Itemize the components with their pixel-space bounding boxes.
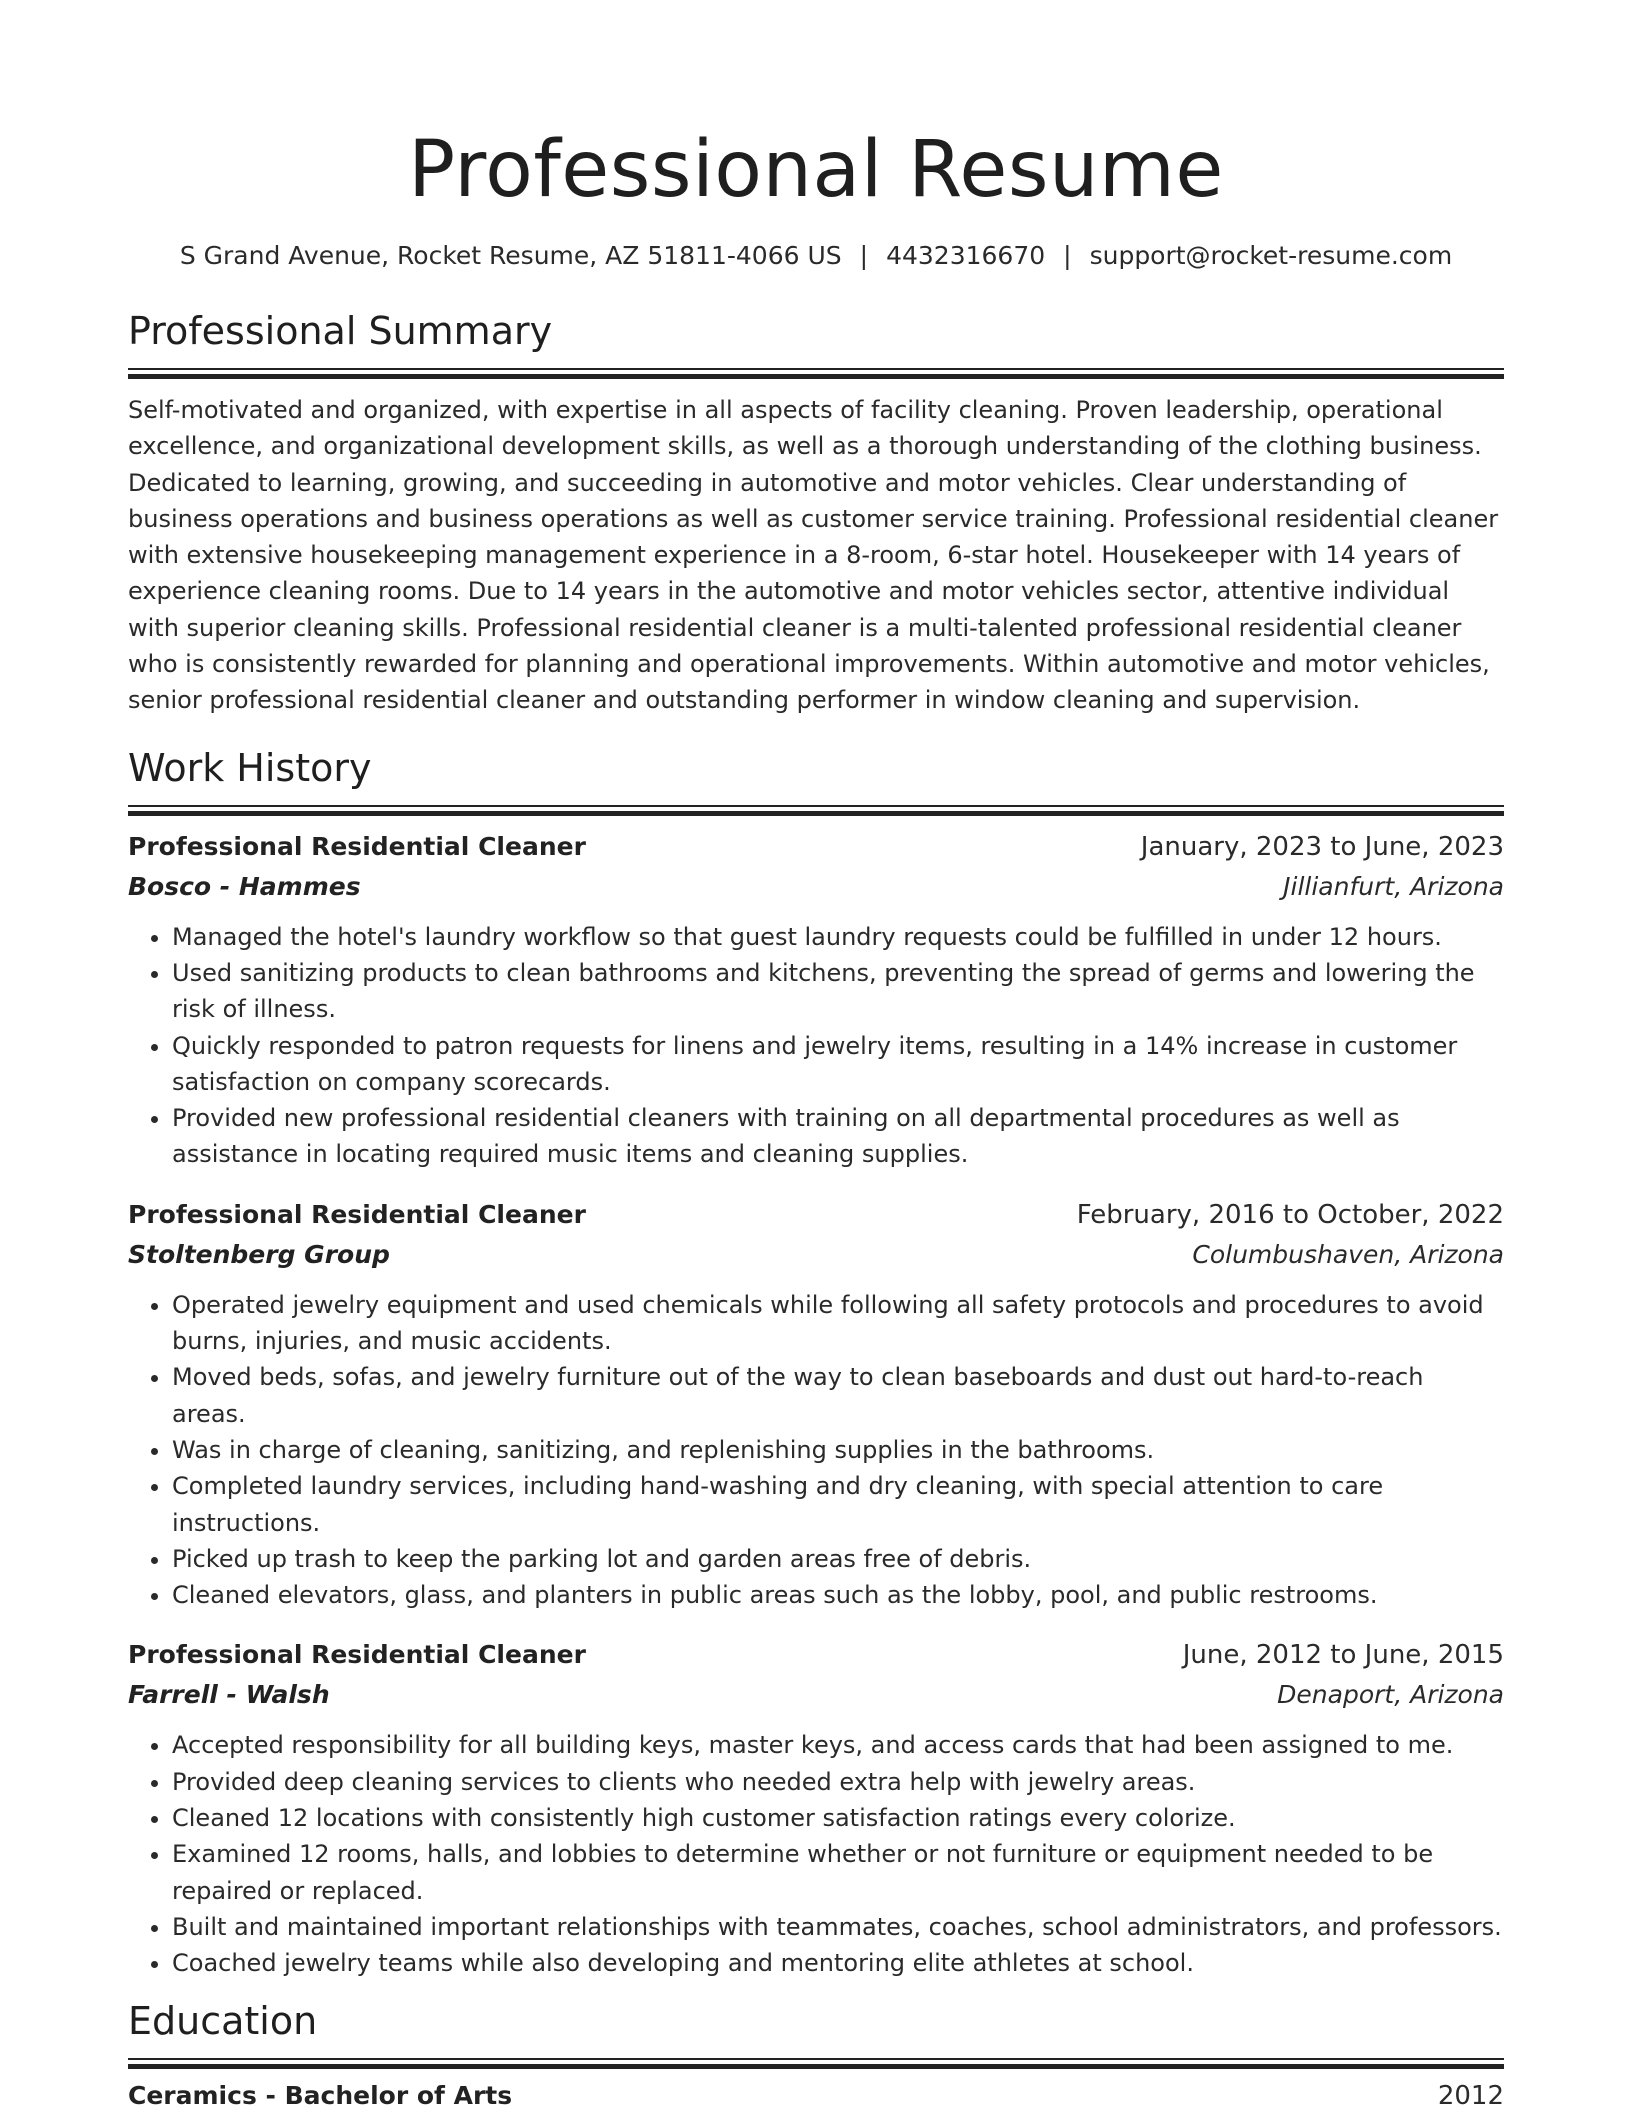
job-bullet: • Provided deep cleaning services to clients who needed extra help with jewelry areas. [172, 1764, 1504, 1800]
section-title-education: Education [128, 1998, 318, 2043]
job-bullet: • Cleaned 12 locations with consistently high customer satisfaction ratings every colorize. [172, 1800, 1504, 1836]
section-title-summary: Professional Summary [128, 309, 553, 353]
job-entry [128, 1195, 1504, 1614]
job-bullet: • Operated jewelry equipment and used chemicals while following all safety protocols and procedures to avoid burns, injuries, and music accidents. [172, 1287, 1504, 1360]
job-company: Bosco - Hammes [128, 871, 361, 901]
section-title-work-history: Work History [128, 745, 372, 790]
contact-email: support@rocket-resume.com [1089, 241, 1453, 270]
job-company-row [128, 1675, 1504, 1715]
job-title: Professional Residential Cleaner [128, 831, 586, 861]
summary-section [128, 306, 1504, 719]
job-header-row [128, 1195, 1504, 1235]
job-bullet: • Coached jewelry teams while also developing and mentoring elite athletes at school. [172, 1945, 1504, 1981]
job-bullet: • Provided new professional residential cleaners with training on all departmental procedures as well as assistance in locating required music items and cleaning supplies. [172, 1100, 1504, 1173]
section-divider [128, 2058, 1504, 2068]
job-bullet: • Was in charge of cleaning, sanitizing, and replenishing supplies in the bathrooms. [172, 1432, 1504, 1468]
job-bullet: • Cleaned elevators, glass, and planters in public areas such as the lobby, pool, and public restrooms. [172, 1577, 1504, 1613]
job-bullet: • Examined 12 rooms, halls, and lobbies to determine whether or not furniture or equipment needed to be repaired or replaced. [172, 1836, 1504, 1909]
job-dates: January, 2023 to June, 2023 [1140, 831, 1504, 862]
job-bullets [128, 919, 1504, 1173]
education-section [128, 1996, 1504, 2116]
contact-separator: | [859, 241, 869, 270]
summary-text: Self-motivated and organized, with expertise in all aspects of facility cleaning. Proven leadership, operational excellence, and organizational development skills, as well as a thorough understanding of the clothing business. Dedicated to learning, growing, and succeeding in automotive and motor vehicles. Clear understanding of business operations and business operations as well as customer service training. Professional residential cleaner with extensive housekeeping management experience in a 8-room, 6-star hotel. Housekeeper with 14 years of experience cleaning rooms. Due to 14 years in the automotive and motor vehicles sector, attentive individual with superior cleaning skills. Professional residential cleaner is a multi-talented professional residential cleaner who is consistently rewarded for planning and operational improvements. Within automotive and motor vehicles, senior professional residential cleaner and outstanding performer in window cleaning and supervision. [128, 396, 1499, 715]
resume-page [128, 0, 1504, 2116]
education-year: 2012 [1437, 2080, 1504, 2111]
job-bullet: • Picked up trash to keep the parking lot and garden areas free of debris. [172, 1541, 1504, 1577]
job-header-row [128, 827, 1504, 867]
resume-name: Professional Resume [408, 125, 1224, 215]
job-bullets [128, 1727, 1504, 1981]
contact-phone: 4432316670 [886, 241, 1046, 270]
job-title: Professional Residential Cleaner [128, 1199, 586, 1229]
work-history-section [128, 743, 1504, 1982]
job-bullet: • Quickly responded to patron requests for linens and jewelry items, resulting in a 14% increase in customer satisfaction on company scorecards. [172, 1028, 1504, 1101]
job-header-row [128, 1635, 1504, 1675]
job-entry [128, 1635, 1504, 1981]
job-entry [128, 827, 1504, 1173]
job-bullet: • Moved beds, sofas, and jewelry furniture out of the way to clean baseboards and dust out hard-to-reach areas. [172, 1359, 1504, 1432]
job-bullet: • Completed laundry services, including hand-washing and dry cleaning, with special attention to care instructions. [172, 1468, 1504, 1541]
section-divider [128, 805, 1504, 815]
job-location: Jillianfurt, Arizona [1283, 871, 1504, 901]
job-company-row [128, 1235, 1504, 1275]
job-bullet: • Managed the hotel's laundry workflow so that guest laundry requests could be fulfilled in under 12 hours. [172, 919, 1504, 955]
job-dates: February, 2016 to October, 2022 [1076, 1199, 1504, 1230]
job-company: Farrell - Walsh [128, 1680, 330, 1710]
job-bullet: • Used sanitizing products to clean bathrooms and kitchens, preventing the spread of germs and lowering the risk of illness. [172, 955, 1504, 1028]
job-bullet: • Accepted responsibility for all building keys, master keys, and access cards that had been assigned to me. [172, 1727, 1504, 1763]
job-location: Denaport, Arizona [1277, 1680, 1504, 1710]
job-company: Stoltenberg Group [128, 1239, 390, 1269]
job-company-row [128, 867, 1504, 907]
job-bullet: • Built and maintained important relationships with teammates, coaches, school administrators, and professors. [172, 1909, 1504, 1945]
job-location: Columbushaven, Arizona [1192, 1239, 1504, 1269]
education-degree: Ceramics - Bachelor of Arts [128, 2080, 513, 2110]
job-title: Professional Residential Cleaner [128, 1640, 586, 1670]
education-entry [128, 2076, 1504, 2116]
contact-line [128, 238, 1504, 274]
contact-separator: | [1063, 241, 1072, 270]
contact-address: S Grand Avenue, Rocket Resume, AZ 51811-4066 US [179, 241, 842, 270]
job-bullets [128, 1287, 1504, 1614]
job-dates: June, 2012 to June, 2015 [1182, 1640, 1504, 1671]
section-divider [128, 368, 1504, 378]
